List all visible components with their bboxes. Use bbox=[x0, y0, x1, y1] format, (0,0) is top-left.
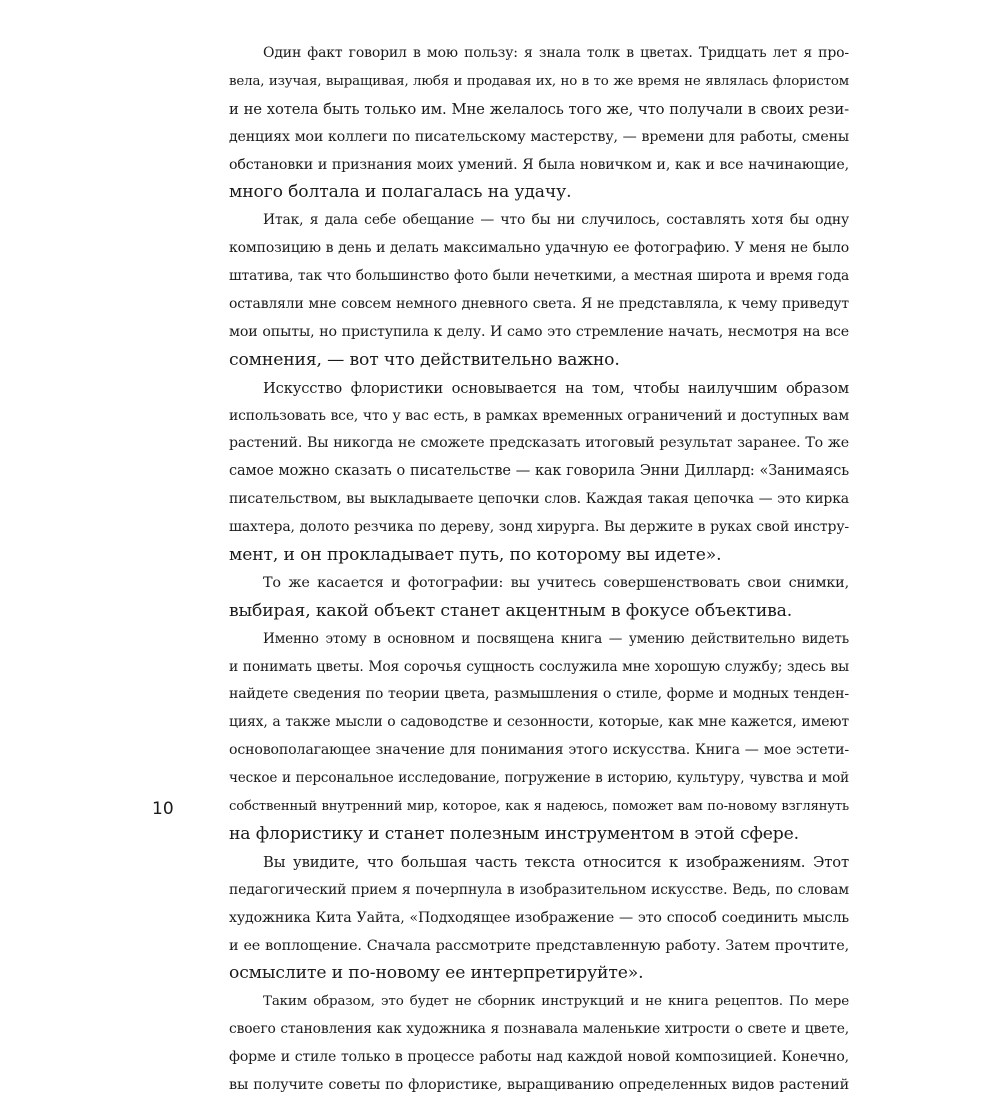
text-line: осмыслите и по-новому ее интерпретируйте». bbox=[229, 963, 644, 984]
text-line: Именно этому в основном и посвящена книга — умению действительно видеть bbox=[263, 630, 849, 647]
text-line: основополагающее значение для понимания этого искусства. Книга — мое эстети- bbox=[229, 742, 849, 759]
text-line: обстановки и признания моих умений. Я была новичком и, как и все начинающие, bbox=[229, 156, 849, 173]
text-line: вы получите советы по флористике, выращиванию определенных видов растений bbox=[229, 1076, 849, 1093]
text-line: ческое и персональное исследование, погружение в историю, культуру, чувства и мой bbox=[229, 770, 849, 787]
text-line: растений. Вы никогда не сможете предсказать итоговый результат заранее. То же bbox=[229, 435, 849, 452]
paragraph bbox=[229, 988, 849, 1100]
paragraph bbox=[229, 207, 849, 374]
text-line: выбирая, какой объект станет акцентным в фокусе объектива. bbox=[229, 600, 793, 621]
text-line: композицию в день и делать максимально удачную ее фотографию. У меня не было bbox=[229, 240, 849, 257]
text-line: самое можно сказать о писательстве — как говорила Энни Диллард: «Занимаясь bbox=[229, 463, 849, 480]
text-line: Таким образом, это будет не сборник инструкций и не книга рецептов. По мере bbox=[263, 994, 849, 1010]
text-line: писательством, вы выкладываете цепочки слов. Каждая такая цепочка — это кирка bbox=[229, 491, 849, 508]
text-line: мои опыты, но приступила к делу. И само это стремление начать, несмотря на все bbox=[229, 323, 849, 340]
text-line: денциях мои коллеги по писательскому мастерству, — времени для работы, смены bbox=[229, 128, 849, 145]
body-text bbox=[229, 40, 849, 1100]
paragraph bbox=[229, 626, 849, 849]
text-line: Вы увидите, что большая часть текста относится к изображениям. Этот bbox=[263, 853, 849, 871]
text-line: много болтала и полагалась на удачу. bbox=[229, 182, 572, 203]
text-line: педагогический прием я почерпнула в изобразительном искусстве. Ведь, по словам bbox=[229, 881, 849, 898]
text-line: оставляли мне совсем немного дневного света. Я не представляла, к чему приведут bbox=[229, 296, 849, 313]
text-line: на флористику и станет полезным инструментом в этой сфере. bbox=[229, 823, 799, 844]
page-number: 10 bbox=[152, 799, 174, 819]
paragraph bbox=[229, 570, 849, 626]
text-line: Итак, я дала себе обещание — что бы ни случилось, составлять хотя бы одну bbox=[263, 212, 849, 229]
text-line: форме и стиле только в процессе работы над каждой новой композицией. Конечно, bbox=[229, 1049, 849, 1066]
text-line: и понимать цветы. Моя сорочья сущность сослужила мне хорошую службу; здесь вы bbox=[229, 658, 849, 675]
text-line: Искусство флористики основывается на том, чтобы наилучшим образом bbox=[263, 379, 849, 397]
paragraph bbox=[229, 849, 849, 988]
text-line: и ее воплощение. Сначала рассмотрите представленную работу. Затем прочтите, bbox=[229, 937, 849, 954]
text-line: и не хотела быть только им. Мне желалось того же, что получали в своих рези- bbox=[229, 100, 849, 118]
text-line: То же касается и фотографии: вы учитесь совершенствовать свои снимки, bbox=[263, 574, 849, 591]
text-line: мент, и он прокладывает путь, по которому вы идете». bbox=[229, 545, 722, 566]
text-line: штатива, так что большинство фото были нечеткими, а местная широта и время года bbox=[229, 268, 849, 285]
text-line: собственный внутренний мир, которое, как я надеюсь, поможет вам по-новому взглянуть bbox=[229, 799, 849, 815]
text-line: шахтера, долото резчика по дереву, зонд хирурга. Вы держите в руках свой инстру- bbox=[229, 519, 849, 536]
text-line: своего становления как художника я познавала маленькие хитрости о свете и цвете, bbox=[229, 1021, 849, 1038]
text-line: найдете сведения по теории цвета, размышления о стиле, форме и модных тенден- bbox=[229, 686, 849, 703]
text-line: циях, а также мысли о садоводстве и сезонности, которые, как мне кажется, имеют bbox=[229, 714, 849, 731]
paragraph bbox=[229, 375, 849, 570]
text-line: Один факт говорил в мою пользу: я знала толк в цветах. Тридцать лет я про- bbox=[263, 45, 849, 61]
text-line: вела, изучая, выращивая, любя и продавая их, но в то же время не являлась флористом bbox=[229, 73, 849, 89]
text-line: художника Кита Уайта, «Подходящее изображение — это способ соединить мысль bbox=[229, 909, 849, 926]
paragraph bbox=[229, 40, 849, 207]
text-line: использовать все, что у вас есть, в рамках временных ограничений и доступных вам bbox=[229, 407, 849, 424]
text-line: сомнения, — вот что действительно важно. bbox=[229, 349, 620, 370]
